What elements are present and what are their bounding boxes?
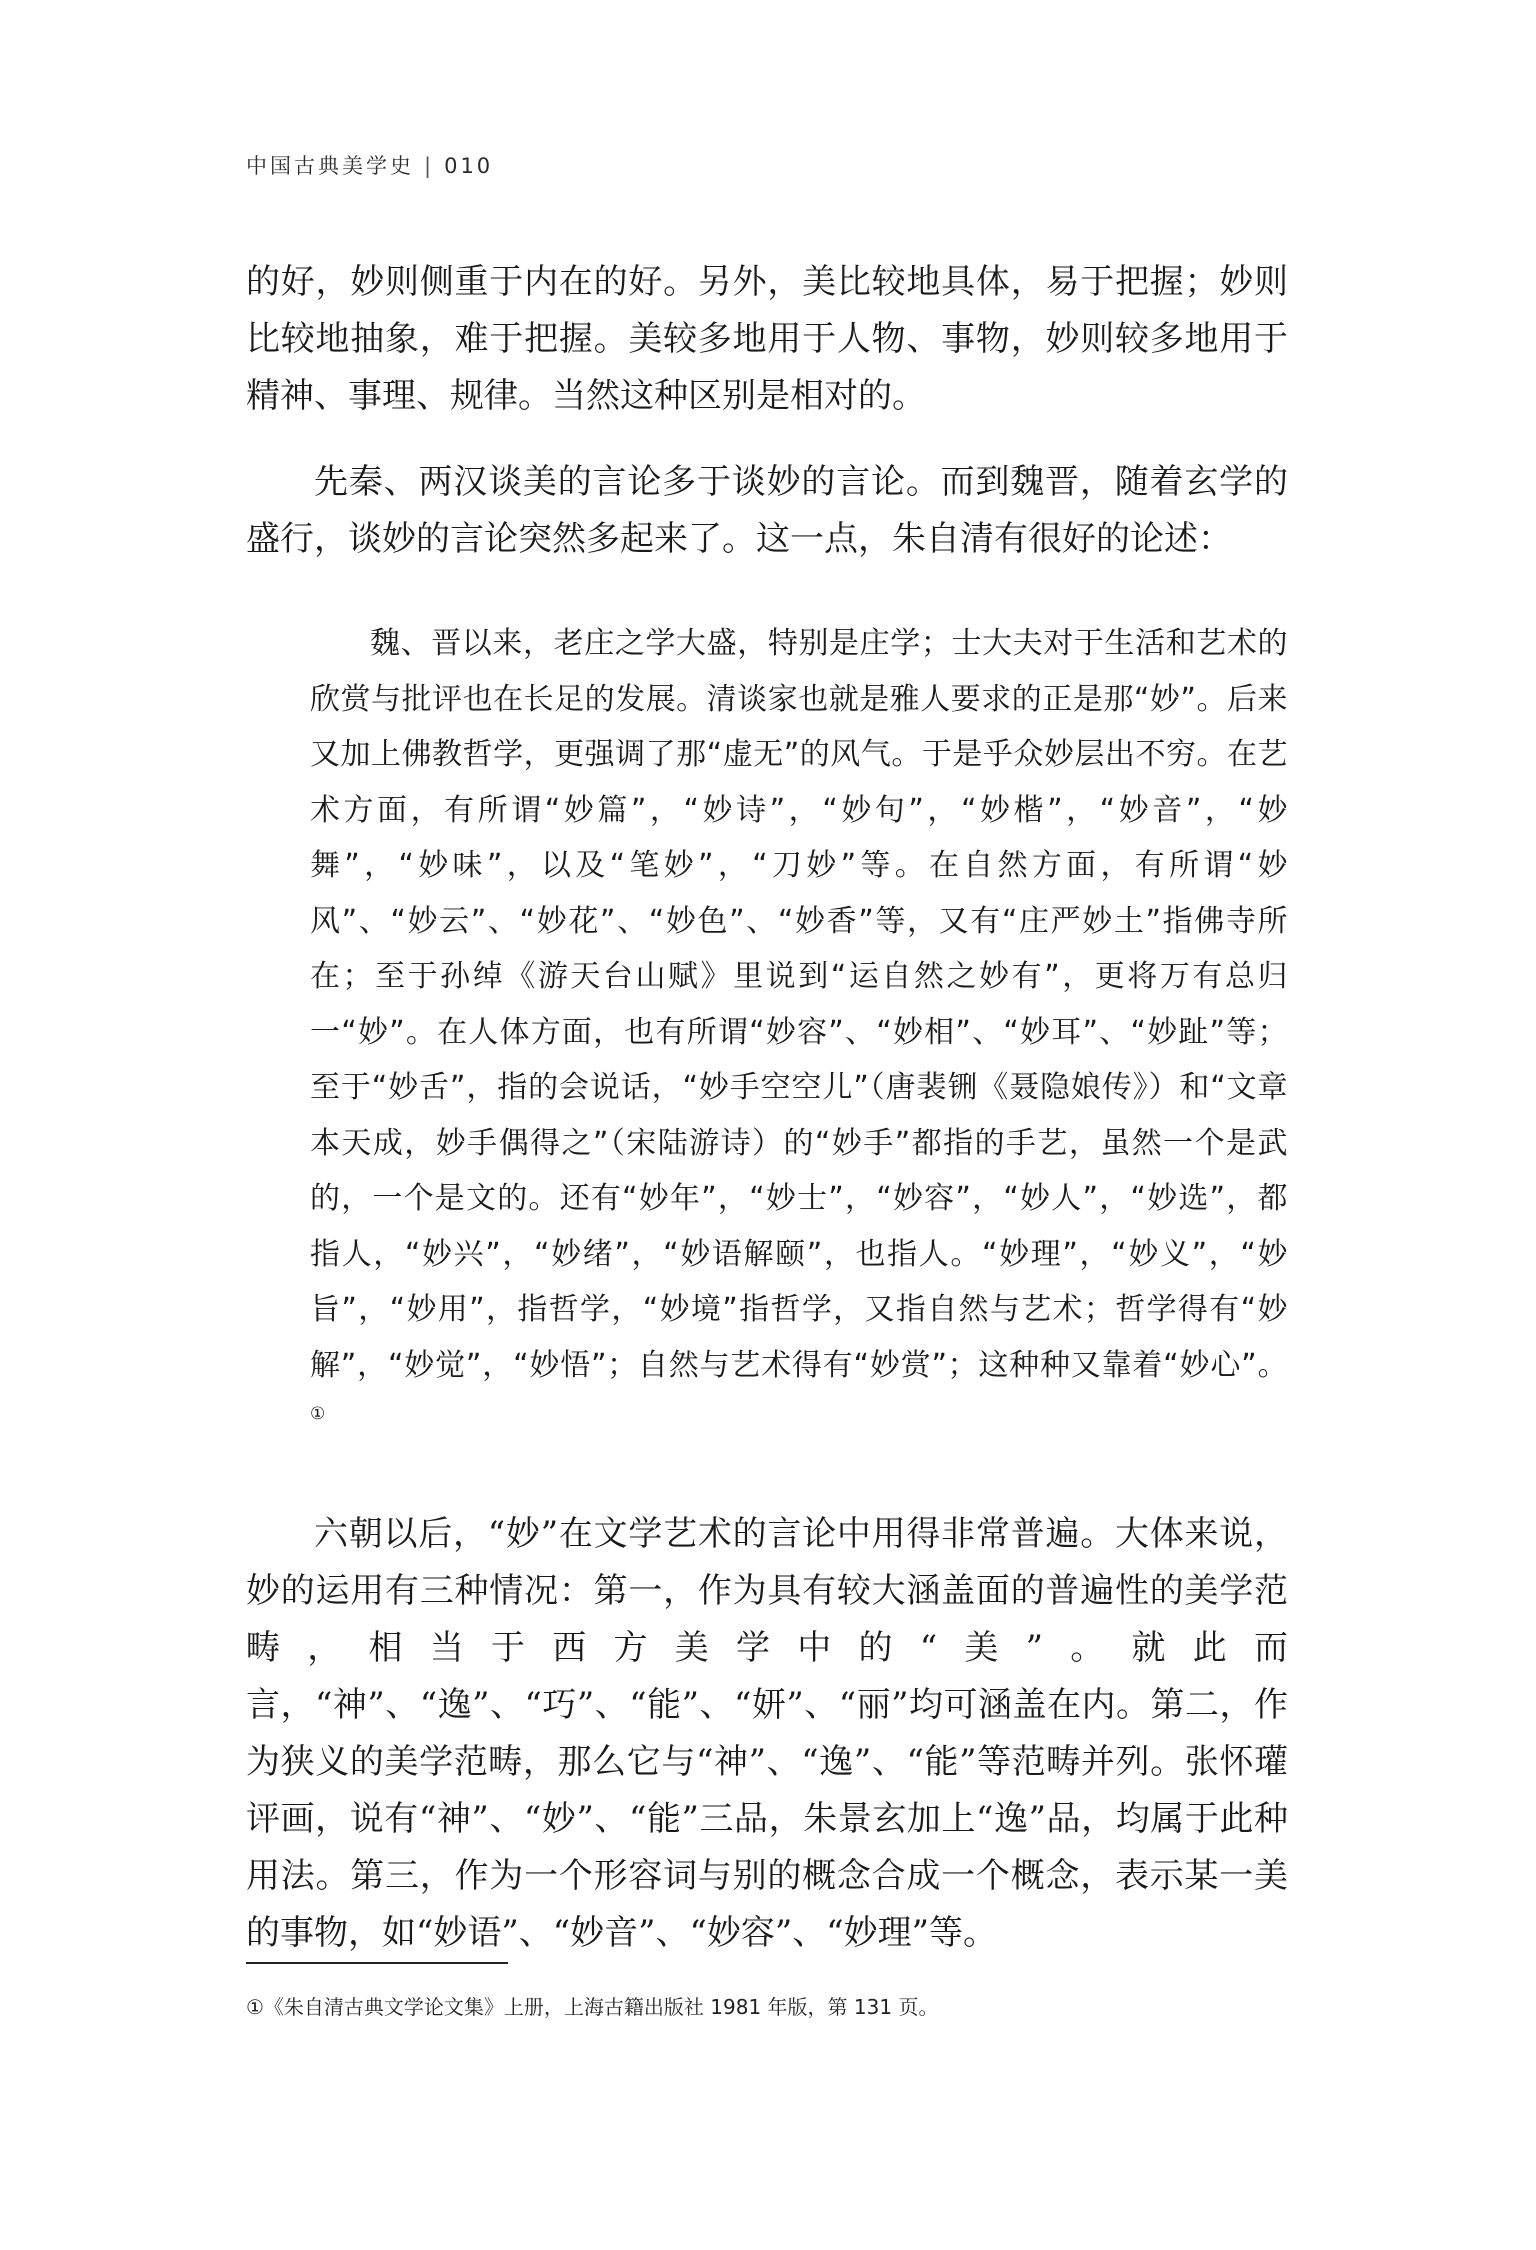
paragraph-2-text: 先秦、两汉谈美的言论多于谈妙的言论。而到魏晋，随着玄学的盛行，谈妙的言论突然多起来了。这一点，朱自清有很好的论述： — [246, 462, 1288, 559]
block-quote-paragraph — [310, 616, 1288, 1449]
block-quote — [310, 616, 1288, 1449]
footnote-mark: ① — [246, 1995, 264, 2019]
header-separator: | — [424, 154, 435, 178]
paragraph-continued — [246, 254, 1288, 425]
paragraph-2 — [246, 454, 1288, 568]
book-title: 中国古典美学史 — [246, 154, 414, 178]
paragraph-3-text: 六朝以后，“妙”在文学艺术的言论中用得非常普遍。大体来说，妙的运用有三种情况：第一，作为具有较大涵盖面的普遍性的美学范畴，相当于西方美学中的“美”。就此而言，“神”、“逸”、“巧”、“能”、“妍”、“丽”均可涵盖在内。第二，作为狭义的美学范畴，那么它与“神”、“逸”、“能”等范畴并列。张怀瓘评画，说有“神”、“妙”、“能”三品，朱景玄加上“逸”品，均属于此种用法。第三，作为一个形容词与别的概念合成一个概念，表示某一美的事物，如“妙语”、“妙音”、“妙容”、“妙理”等。 — [246, 1514, 1288, 1953]
paragraph-1-text: 的好，妙则侧重于内在的好。另外，美比较地具体，易于把握；妙则比较地抽象，难于把握。美较多地用于人物、事物，妙则较多地用于精神、事理、规律。当然这种区别是相对的。 — [246, 262, 1288, 416]
page-number: 010 — [444, 154, 494, 178]
running-head — [246, 150, 493, 180]
footnote-rule — [246, 1962, 508, 1964]
block-quote-text: 魏、晋以来，老庄之学大盛，特别是庄学；士大夫对于生活和艺术的欣赏与批评也在长足的发展。清谈家也就是雅人要求的正是那“妙”。后来又加上佛教哲学，更强调了那“虚无”的风气。于是乎众妙层出不穷。在艺术方面，有所谓“妙篇”，“妙诗”，“妙句”，“妙楷”，“妙音”，“妙舞”，“妙味”，以及“笔妙”，“刀妙”等。在自然方面，有所谓“妙风”、“妙云”、“妙花”、“妙色”、“妙香”等，又有“庄严妙土”指佛寺所在；至于孙绰《游天台山赋》里说到“运自然之妙有”，更将万有总归一“妙”。在人体方面，也有所谓“妙容”、“妙相”、“妙耳”、“妙趾”等；至于“妙舌”，指的会说话，“妙手空空儿”（唐裴铏《聂隐娘传》）和“文章本天成，妙手偶得之”（宋陆游诗）的“妙手”都指的手艺，虽然一个是武的，一个是文的。还有“妙年”，“妙士”，“妙容”，“妙人”，“妙选”，都指人，“妙兴”，“妙绪”，“妙语解颐”，也指人。“妙理”，“妙义”，“妙旨”，“妙用”，指哲学，“妙境”指哲学，又指自然与艺术；哲学得有“妙解”，“妙觉”，“妙悟”；自然与艺术得有“妙赏”；这种种又靠着“妙心”。 — [310, 626, 1288, 1383]
paragraph-3 — [246, 1506, 1288, 1962]
footnote-text: 《朱自清古典文学论文集》上册，上海古籍出版社 1981 年版，第 131 页。 — [263, 1995, 939, 2019]
footnote — [246, 1992, 938, 2022]
footnote-reference[interactable]: ① — [310, 1404, 326, 1424]
